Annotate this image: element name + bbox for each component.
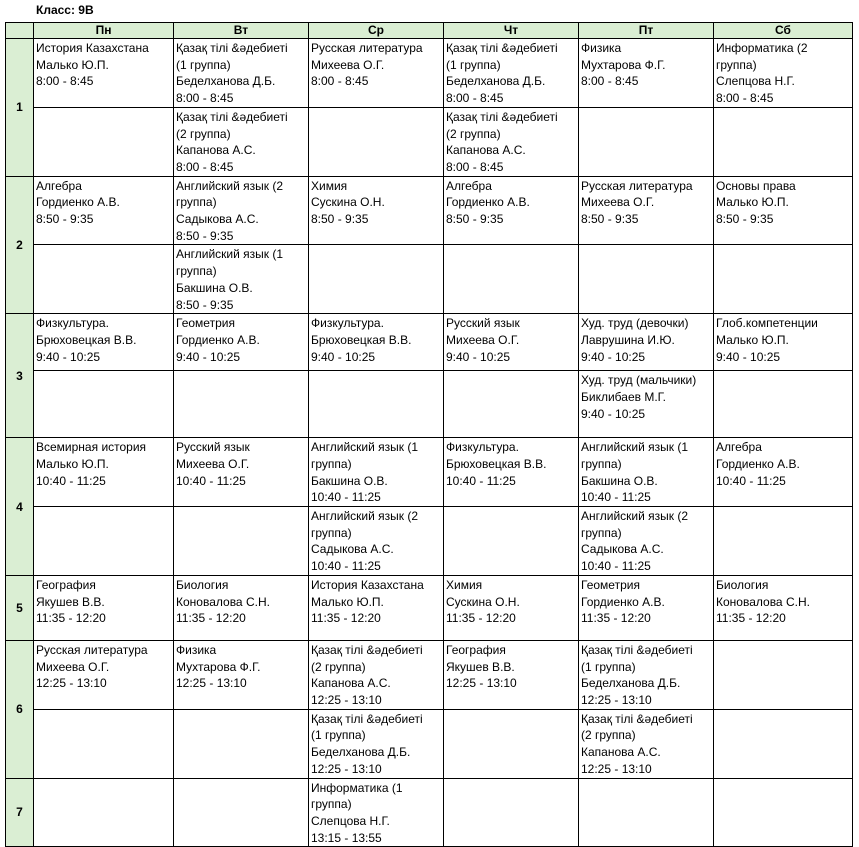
lesson-cell (309, 778, 444, 847)
lesson-cell (174, 575, 309, 640)
lesson-line: (2 группа) (446, 126, 501, 141)
period-row (6, 371, 853, 438)
lesson-cell (714, 709, 853, 778)
lesson-line: Гордиенко А.В. (36, 195, 120, 210)
period-row (6, 507, 853, 576)
lesson-line: Алгебра (716, 440, 762, 455)
lesson-line: группа) (176, 264, 217, 279)
day-header: Пн (34, 23, 174, 39)
period-number: 2 (6, 176, 34, 314)
lesson-line: Мухтарова Ф.Г. (176, 659, 261, 674)
lesson-line: 9:40 - 10:25 (446, 349, 511, 364)
lesson-cell (309, 507, 444, 576)
lesson-cell (309, 107, 444, 176)
lesson-line: Английский язык (2 (581, 509, 689, 524)
lesson-line: 11:35 - 12:20 (716, 611, 786, 626)
lesson-cell (34, 438, 174, 507)
lesson-line: Малько Ю.П. (716, 195, 789, 210)
lesson-cell (444, 371, 579, 438)
lesson-cell (444, 107, 579, 176)
lesson-line: группа) (176, 195, 217, 210)
lesson-cell (34, 778, 174, 847)
lesson-line: 9:40 - 10:25 (581, 349, 646, 364)
class-title: Класс: 9В (36, 3, 94, 17)
lesson-line: Қазақ тілі &әдебиеті (446, 109, 558, 124)
lesson-line: 8:50 - 9:35 (176, 228, 234, 243)
lesson-line: История Казахстана (36, 41, 149, 55)
lesson-line: Худ. труд (мальчики) (581, 373, 697, 388)
lesson-cell (579, 507, 714, 576)
lesson-line: Беделханова Д.Б. (311, 745, 411, 760)
period-row (6, 314, 853, 371)
lesson-line: Физика (176, 642, 217, 657)
lesson-line: 11:35 - 12:20 (36, 611, 106, 626)
lesson-line: Физкультура. (446, 440, 519, 455)
lesson-line: Физкультура. (36, 316, 109, 331)
lesson-line: 11:35 - 12:20 (176, 611, 246, 626)
lesson-line: группа) (311, 797, 352, 812)
lesson-line: Геометрия (581, 577, 640, 592)
lesson-line: Гордиенко А.В. (446, 195, 530, 210)
lesson-cell (309, 39, 444, 108)
lesson-line: Садыкова А.С. (311, 542, 394, 557)
lesson-line: Английский язык (1 (311, 440, 419, 455)
lesson-line: 11:35 - 12:20 (581, 611, 651, 626)
lesson-line: Садыкова А.С. (581, 542, 664, 557)
lesson-line: 9:40 - 10:25 (36, 349, 101, 364)
lesson-line: группа) (311, 456, 352, 471)
lesson-cell (579, 245, 714, 314)
lesson-cell (34, 640, 174, 709)
lesson-line: Гордиенко А.В. (581, 594, 665, 609)
lesson-line: Қазақ тілі &әдебиеті (176, 109, 288, 124)
period-row (6, 176, 853, 245)
lesson-line: История Казахстана (311, 577, 424, 592)
lesson-line: 8:00 - 8:45 (176, 91, 234, 106)
lesson-cell (714, 575, 853, 640)
schedule-table (5, 22, 853, 847)
lesson-line: 12:25 - 13:10 (36, 676, 107, 691)
lesson-cell (444, 176, 579, 245)
lesson-line: Коновалова С.Н. (176, 594, 270, 609)
lesson-cell (34, 575, 174, 640)
lesson-line: Английский язык (1 (581, 440, 689, 455)
lesson-cell (579, 438, 714, 507)
period-number: 4 (6, 438, 34, 576)
lesson-line: 12:25 - 13:10 (176, 676, 247, 691)
period-row (6, 107, 853, 176)
day-header: Чт (444, 23, 579, 39)
lesson-line: География (36, 577, 96, 592)
lesson-cell (34, 314, 174, 371)
lesson-line: 12:25 - 13:10 (446, 676, 517, 691)
lesson-cell (714, 39, 853, 108)
lesson-line: 10:40 - 11:25 (446, 473, 516, 488)
lesson-line: Малько Ю.П. (311, 594, 384, 609)
lesson-line: Михеева О.Г. (446, 332, 520, 347)
lesson-line: Химия (446, 577, 483, 592)
lesson-cell (174, 39, 309, 108)
lesson-line: Английский язык (2 (311, 509, 419, 524)
lesson-line: Бакшина О.В. (311, 473, 388, 488)
lesson-line: Биклибаев М.Г. (581, 389, 667, 404)
lesson-line: Гордиенко А.В. (716, 456, 800, 471)
lesson-cell (34, 39, 174, 108)
lesson-line: Қазақ тілі &әдебиеті (581, 642, 693, 657)
period-number: 1 (6, 39, 34, 177)
lesson-line: Михеева О.Г. (581, 195, 655, 210)
lesson-line: Қазақ тілі &әдебиеті (311, 642, 423, 657)
lesson-cell (579, 176, 714, 245)
lesson-cell (34, 709, 174, 778)
lesson-line: Беделханова Д.Б. (446, 74, 546, 89)
lesson-cell (34, 371, 174, 438)
lesson-cell (309, 245, 444, 314)
lesson-cell (714, 314, 853, 371)
lesson-line: 10:40 - 11:25 (581, 490, 651, 505)
lesson-line: (1 группа) (446, 57, 501, 72)
lesson-line: Слепцова Н.Г. (716, 74, 795, 89)
lesson-cell (444, 245, 579, 314)
lesson-line: 10:40 - 11:25 (311, 490, 381, 505)
lesson-line: Английский язык (1 (176, 247, 284, 262)
lesson-line: (1 группа) (176, 57, 231, 72)
lesson-line: Қазақ тілі &әдебиеті (176, 41, 288, 55)
lesson-line: Қазақ тілі &әдебиеті (581, 711, 693, 726)
lesson-line: 9:40 - 10:25 (581, 406, 646, 421)
lesson-line: (1 группа) (311, 728, 366, 743)
lesson-line: 11:35 - 12:20 (446, 611, 516, 626)
lesson-line: 11:35 - 12:20 (311, 611, 381, 626)
lesson-line: (1 группа) (581, 659, 636, 674)
lesson-line: 10:40 - 11:25 (716, 473, 786, 488)
lesson-cell (444, 314, 579, 371)
period-row (6, 640, 853, 709)
lesson-cell (174, 709, 309, 778)
lesson-cell (309, 314, 444, 371)
lesson-line: Русская литература (581, 178, 693, 193)
lesson-cell (34, 507, 174, 576)
lesson-line: География (446, 642, 506, 657)
lesson-cell (174, 176, 309, 245)
lesson-line: 10:40 - 11:25 (36, 473, 106, 488)
lesson-line: 8:00 - 8:45 (446, 91, 504, 106)
lesson-line: 12:25 - 13:10 (581, 692, 652, 707)
lesson-cell (309, 709, 444, 778)
lesson-line: Биология (176, 577, 229, 592)
lesson-line: Сускина О.Н. (311, 195, 385, 210)
lesson-line: группа) (581, 525, 622, 540)
lesson-line: Михеева О.Г. (176, 456, 250, 471)
lesson-cell (579, 575, 714, 640)
lesson-line: 12:25 - 13:10 (311, 692, 382, 707)
schedule-table-container (5, 22, 853, 847)
lesson-cell (714, 507, 853, 576)
lesson-line: Капанова А.С. (446, 143, 526, 158)
lesson-cell (714, 107, 853, 176)
header-row (6, 23, 853, 39)
lesson-line: 10:40 - 11:25 (311, 559, 381, 574)
lesson-line: Физкультура. (311, 316, 384, 331)
lesson-line: Капанова А.С. (581, 745, 661, 760)
lesson-line: (2 группа) (311, 659, 366, 674)
lesson-line: Брюховецкая В.В. (446, 456, 547, 471)
lesson-line: 8:00 - 8:45 (311, 74, 369, 89)
lesson-cell (579, 107, 714, 176)
lesson-line: Капанова А.С. (176, 143, 256, 158)
period-number: 7 (6, 778, 34, 847)
lesson-line: 8:50 - 9:35 (176, 297, 234, 312)
lesson-cell (579, 39, 714, 108)
lesson-line: Физика (581, 41, 622, 55)
lesson-cell (309, 371, 444, 438)
lesson-line: 12:25 - 13:10 (311, 761, 382, 776)
lesson-line: Малько Ю.П. (716, 332, 789, 347)
lesson-line: Биология (716, 577, 769, 592)
lesson-cell (444, 778, 579, 847)
lesson-line: Гордиенко А.В. (176, 332, 260, 347)
lesson-line: Русская литература (36, 642, 148, 657)
lesson-line: (2 группа) (581, 728, 636, 743)
lesson-line: Михеева О.Г. (36, 659, 110, 674)
lesson-line: Слепцова Н.Г. (311, 813, 390, 828)
lesson-line: 8:00 - 8:45 (716, 91, 774, 106)
lesson-line: Русский язык (176, 440, 250, 455)
lesson-cell (174, 314, 309, 371)
lesson-cell (714, 245, 853, 314)
lesson-line: Геометрия (176, 316, 235, 331)
period-row (6, 709, 853, 778)
lesson-line: 9:40 - 10:25 (176, 349, 241, 364)
lesson-cell (579, 314, 714, 371)
lesson-cell (174, 371, 309, 438)
lesson-line: Якушев В.В. (36, 594, 105, 609)
lesson-line: Капанова А.С. (311, 676, 391, 691)
lesson-line: 8:50 - 9:35 (311, 212, 369, 227)
lesson-line: Якушев В.В. (446, 659, 515, 674)
lesson-line: 8:00 - 8:45 (176, 159, 234, 174)
period-row (6, 39, 853, 108)
lesson-cell (579, 371, 714, 438)
lesson-line: 12:25 - 13:10 (581, 761, 652, 776)
lesson-line: Основы права (716, 178, 796, 193)
lesson-line: группа) (716, 57, 757, 72)
lesson-line: Всемирная история (36, 440, 147, 455)
day-header: Пт (579, 23, 714, 39)
lesson-cell (309, 176, 444, 245)
lesson-line: Информатика (2 (716, 41, 808, 55)
lesson-line: Бакшина О.В. (581, 473, 658, 488)
lesson-line: Садыкова А.С. (176, 212, 259, 227)
lesson-line: 8:50 - 9:35 (36, 212, 94, 227)
lesson-cell (444, 640, 579, 709)
lesson-cell (34, 176, 174, 245)
period-number: 6 (6, 640, 34, 778)
lesson-cell (579, 778, 714, 847)
lesson-line: 13:15 - 13:55 (311, 830, 382, 845)
period-row (6, 778, 853, 847)
day-header: Ср (309, 23, 444, 39)
lesson-cell (34, 245, 174, 314)
lesson-line: Брюховецкая В.В. (36, 332, 137, 347)
lesson-line: Михеева О.Г. (311, 57, 385, 72)
lesson-line: группа) (311, 525, 352, 540)
lesson-line: Малько Ю.П. (36, 57, 109, 72)
lesson-line: 8:50 - 9:35 (581, 212, 639, 227)
lesson-line: 10:40 - 11:25 (581, 559, 651, 574)
lesson-cell (309, 575, 444, 640)
lesson-cell (579, 709, 714, 778)
lesson-line: Малько Ю.П. (36, 456, 109, 471)
lesson-line: Худ. труд (девочки) (581, 316, 689, 331)
lesson-line: 9:40 - 10:25 (716, 349, 781, 364)
lesson-cell (714, 438, 853, 507)
lesson-line: 8:00 - 8:45 (446, 159, 504, 174)
lesson-line: Бакшина О.В. (176, 280, 253, 295)
lesson-line: 8:00 - 8:45 (581, 74, 639, 89)
lesson-line: (2 группа) (176, 126, 231, 141)
lesson-cell (444, 438, 579, 507)
lesson-cell (714, 778, 853, 847)
lesson-cell (714, 640, 853, 709)
lesson-line: Беделханова Д.Б. (581, 676, 681, 691)
period-row (6, 575, 853, 640)
lesson-line: Русский язык (446, 316, 520, 331)
lesson-line: Қазақ тілі &әдебиеті (446, 41, 558, 55)
period-number: 5 (6, 575, 34, 640)
lesson-line: Алгебра (36, 178, 82, 193)
day-header: Сб (714, 23, 853, 39)
lesson-cell (174, 245, 309, 314)
lesson-line: Лаврушина И.Ю. (581, 332, 675, 347)
lesson-cell (174, 107, 309, 176)
lesson-line: Беделханова Д.Б. (176, 74, 276, 89)
lesson-cell (174, 507, 309, 576)
lesson-line: 8:00 - 8:45 (36, 74, 94, 89)
period-number: 3 (6, 314, 34, 438)
lesson-cell (174, 640, 309, 709)
period-row (6, 438, 853, 507)
lesson-line: Алгебра (446, 178, 492, 193)
lesson-cell (444, 507, 579, 576)
lesson-line: группа) (581, 456, 622, 471)
lesson-cell (444, 709, 579, 778)
lesson-cell (174, 438, 309, 507)
lesson-line: 8:50 - 9:35 (446, 212, 504, 227)
lesson-line: Английский язык (2 (176, 178, 284, 193)
lesson-line: Мухтарова Ф.Г. (581, 57, 666, 72)
lesson-cell (444, 575, 579, 640)
lesson-line: Қазақ тілі &әдебиеті (311, 711, 423, 726)
lesson-cell (444, 39, 579, 108)
corner-cell (6, 23, 34, 39)
day-header: Вт (174, 23, 309, 39)
lesson-cell (714, 371, 853, 438)
lesson-line: Брюховецкая В.В. (311, 332, 412, 347)
lesson-line: 9:40 - 10:25 (311, 349, 376, 364)
lesson-line: 8:50 - 9:35 (716, 212, 774, 227)
lesson-line: Русская литература (311, 41, 423, 55)
lesson-cell (309, 438, 444, 507)
period-row (6, 245, 853, 314)
lesson-cell (174, 778, 309, 847)
lesson-line: Сускина О.Н. (446, 594, 520, 609)
lesson-cell (34, 107, 174, 176)
lesson-line: Коновалова С.Н. (716, 594, 810, 609)
lesson-cell (579, 640, 714, 709)
lesson-line: Информатика (1 (311, 780, 403, 795)
lesson-cell (309, 640, 444, 709)
lesson-line: Химия (311, 178, 348, 193)
schedule-body (6, 39, 853, 847)
lesson-line: 10:40 - 11:25 (176, 473, 246, 488)
lesson-line: Глоб.компетенции (716, 316, 818, 331)
lesson-cell (714, 176, 853, 245)
